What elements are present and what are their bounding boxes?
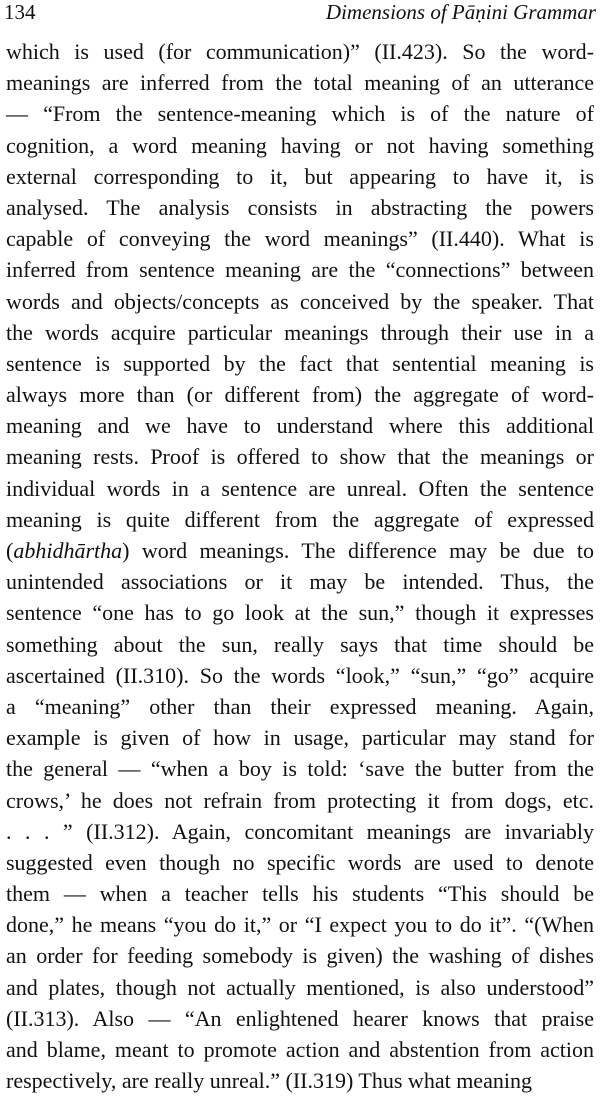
text-line: meaning and we have to understand where this additional bbox=[6, 413, 594, 439]
text-line: meanings are inferred from the total meaning of an utterance bbox=[6, 70, 594, 96]
text-line: them — when a teacher tells his students “This should be bbox=[6, 881, 594, 907]
text-line: suggested even though no specific words are used to denote bbox=[6, 849, 594, 875]
text-line: capable of conveying the word meanings” (II.440). What is bbox=[6, 226, 594, 252]
text-line: and blame, meant to promote action and abstention from action bbox=[6, 1037, 594, 1062]
text-line: analysed. The analysis consists in abstracting the powers bbox=[6, 194, 594, 220]
text-line: sentence “one has to go look at the sun,” though it expresses bbox=[6, 600, 594, 626]
text-line: done,” he means “you do it,” or “I expect you to do it”. “(When bbox=[6, 912, 594, 938]
text-line: . . . ” (II.312). Again, concomitant meanings are invariably bbox=[6, 818, 594, 844]
sanskrit-term: abhidhārtha bbox=[13, 538, 123, 563]
page-number: 134 bbox=[4, 0, 36, 24]
text-line: something about the sun, really says that time should be bbox=[6, 631, 594, 657]
text-line: unintended associations or it may be intended. Thus, the bbox=[6, 569, 594, 595]
text-line: cognition, a word meaning having or not having something bbox=[6, 132, 594, 158]
text-line: meaning is quite different from the aggregate of expressed bbox=[6, 506, 594, 532]
text-line: sentence is supported by the fact that sentential meaning is bbox=[6, 350, 594, 376]
text-line: example is given of how in usage, particular may stand for bbox=[6, 725, 594, 751]
text-line: an order for feeding somebody is given) the washing of dishes bbox=[6, 943, 594, 969]
running-head: Dimensions of Pāṇini Grammar bbox=[325, 0, 596, 24]
text-line: words and objects/concepts as conceived by the speaker. That bbox=[6, 288, 594, 314]
text-line: which is used (for communication)” (II.423). So the word- bbox=[6, 39, 594, 64]
text-line: individual words in a sentence are unreal. Often the sentence bbox=[6, 475, 594, 501]
text-line: crows,’ he does not refrain from protecting it from dogs, etc. bbox=[6, 787, 594, 813]
text-line: a “meaning” other than their expressed meaning. Again, bbox=[6, 693, 594, 719]
text-line: and plates, though not actually mentioned, is also understood” bbox=[6, 974, 594, 1000]
line-rest: ) word meanings. The difference may be due to bbox=[122, 538, 594, 563]
text-line: ascertained (II.310). So the words “look,” “sun,” “go” acquire bbox=[6, 662, 594, 688]
text-line: meaning rests. Proof is offered to show that the meanings or bbox=[6, 444, 594, 470]
text-line: the general — “when a boy is told: ‘save the butter from the bbox=[6, 756, 594, 782]
text-line: external corresponding to it, but appearing to have it, is bbox=[6, 163, 594, 189]
paren-open: ( bbox=[6, 538, 14, 563]
text-line-with-term bbox=[6, 535, 594, 566]
body-text bbox=[6, 36, 594, 1096]
page-header bbox=[4, 0, 596, 34]
text-line: always more than (or different from) the aggregate of word- bbox=[6, 382, 594, 408]
text-line: (II.313). Also — “An enlightened hearer knows that praise bbox=[6, 1005, 594, 1031]
text-line: the words acquire particular meanings through their use in a bbox=[6, 319, 594, 345]
text-line: respectively, are really unreal.” (II.319) Thus what meaning bbox=[6, 1068, 532, 1094]
text-line: — “From the sentence-meaning which is of the nature of bbox=[6, 101, 594, 127]
text-line: inferred from sentence meaning are the “connections” between bbox=[6, 257, 594, 283]
